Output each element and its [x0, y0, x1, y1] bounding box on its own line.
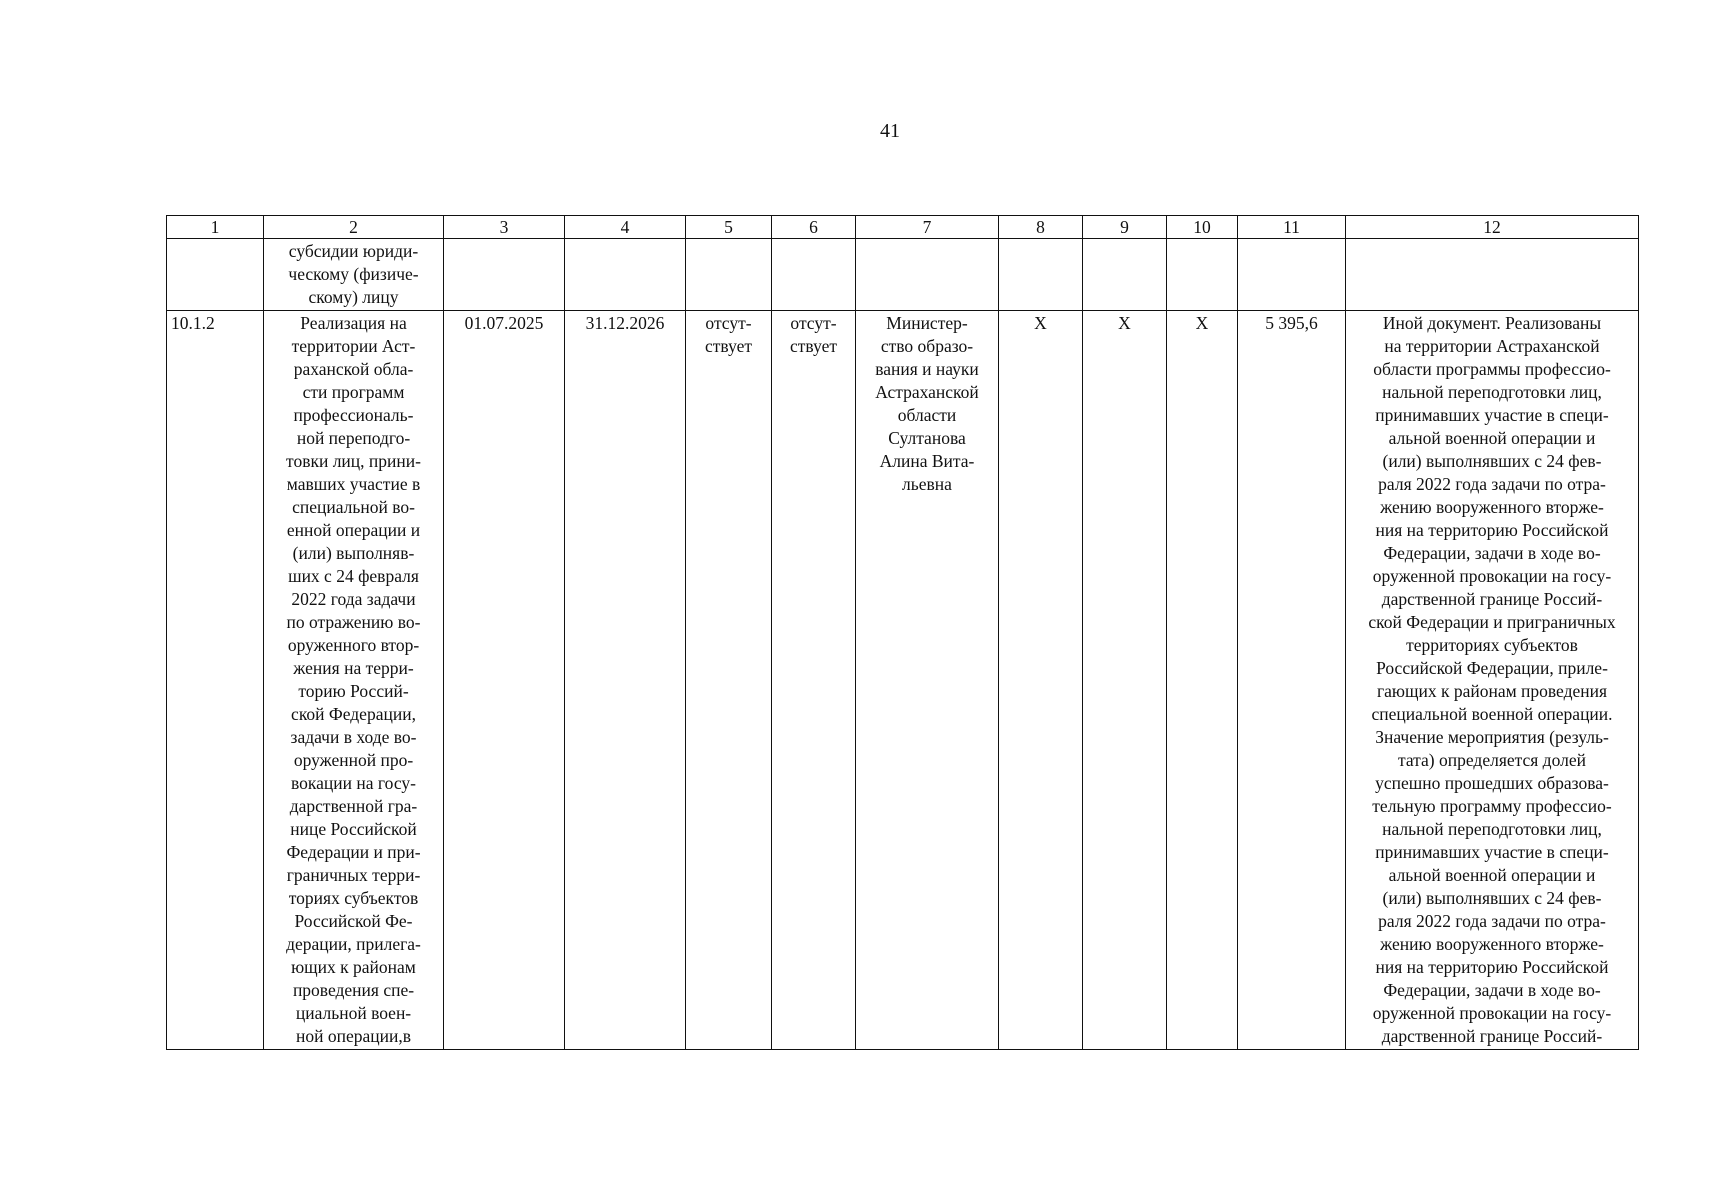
page-number: 41	[880, 120, 900, 142]
cell-col10: X	[1167, 311, 1238, 1050]
cell-start-date	[444, 239, 565, 311]
cell-col8: X	[999, 311, 1083, 1050]
cell-event-name: субсидии юриди- ческому (физиче- скому) лицу	[264, 239, 444, 311]
cell-col6: отсут- ствует	[772, 311, 856, 1050]
cell-responsible	[856, 239, 999, 311]
cell-amount	[1238, 239, 1346, 311]
cell-start-date: 01.07.2025	[444, 311, 565, 1050]
cell-description	[1346, 239, 1639, 311]
cell-col5	[686, 239, 772, 311]
table-row-10-1-2	[167, 311, 1639, 1050]
cell-col8	[999, 239, 1083, 311]
column-header-7: 7	[856, 216, 999, 239]
column-header-8: 8	[999, 216, 1083, 239]
column-header-6: 6	[772, 216, 856, 239]
column-header-11: 11	[1238, 216, 1346, 239]
column-header-12: 12	[1346, 216, 1639, 239]
cell-end-date: 31.12.2026	[565, 311, 686, 1050]
cell-event-name: Реализация на территории Аст- раханской обла- сти программ профессиональ- ной переподго- товки лиц, прини- мавших участие в специальной во- енной операции и (или) выполняв- ших с 24 февраля 2022 года задачи по отражению во- оруженного втор- жения на терри- торию Россий- ской Федерации, задачи в ходе во- оруженной про- вокации на госу- дарственной гра- нице Российской Федерации и при- граничных терри- ториях субъектов Российской Фе- дерации, прилега- ющих к районам проведения спе- циальной воен- ной операции,в	[264, 311, 444, 1050]
column-header-3: 3	[444, 216, 565, 239]
cell-end-date	[565, 239, 686, 311]
cell-col9	[1083, 239, 1167, 311]
cell-col10	[1167, 239, 1238, 311]
column-header-10: 10	[1167, 216, 1238, 239]
column-header-2: 2	[264, 216, 444, 239]
column-header-9: 9	[1083, 216, 1167, 239]
column-header-4: 4	[565, 216, 686, 239]
cell-description: Иной документ. Реализованы на территории Астраханской области программы профессио- нальной переподготовки лиц, принимавших участие в специ- альной военной операции и (или) выполнявших с 24 фев- раля 2022 года задачи по отра- жению вооруженного вторже- ния на территорию Российской Федерации, задачи в ходе во- оруженной провокации на госу- дарственной границе Россий- ской Федерации и приграничных территориях субъектов Российской Федерации, приле- гающих к районам проведения специальной военной операции. Значение мероприятия (резуль- тата) определяется долей успешно прошедших образова- тельную программу профессио- нальной переподготовки лиц, принимавших участие в специ- альной военной операции и (или) выполнявших с 24 фев- раля 2022 года задачи по отра- жению вооруженного вторже- ния на территорию Российской Федерации, задачи в ходе во- оруженной провокации на госу- дарственной границе Россий-	[1346, 311, 1639, 1050]
cell-amount: 5 395,6	[1238, 311, 1346, 1050]
cell-number	[167, 239, 264, 311]
table-row-continued	[167, 239, 1639, 311]
document-table	[166, 215, 1639, 1050]
column-header-5: 5	[686, 216, 772, 239]
cell-responsible: Министер- ство образо- вания и науки Астраханской области Султанова Алина Вита- льевна	[856, 311, 999, 1050]
column-header-1: 1	[167, 216, 264, 239]
table-header-row	[167, 216, 1639, 239]
cell-col9: X	[1083, 311, 1167, 1050]
cell-col5: отсут- ствует	[686, 311, 772, 1050]
cell-number: 10.1.2	[167, 311, 264, 1050]
cell-col6	[772, 239, 856, 311]
